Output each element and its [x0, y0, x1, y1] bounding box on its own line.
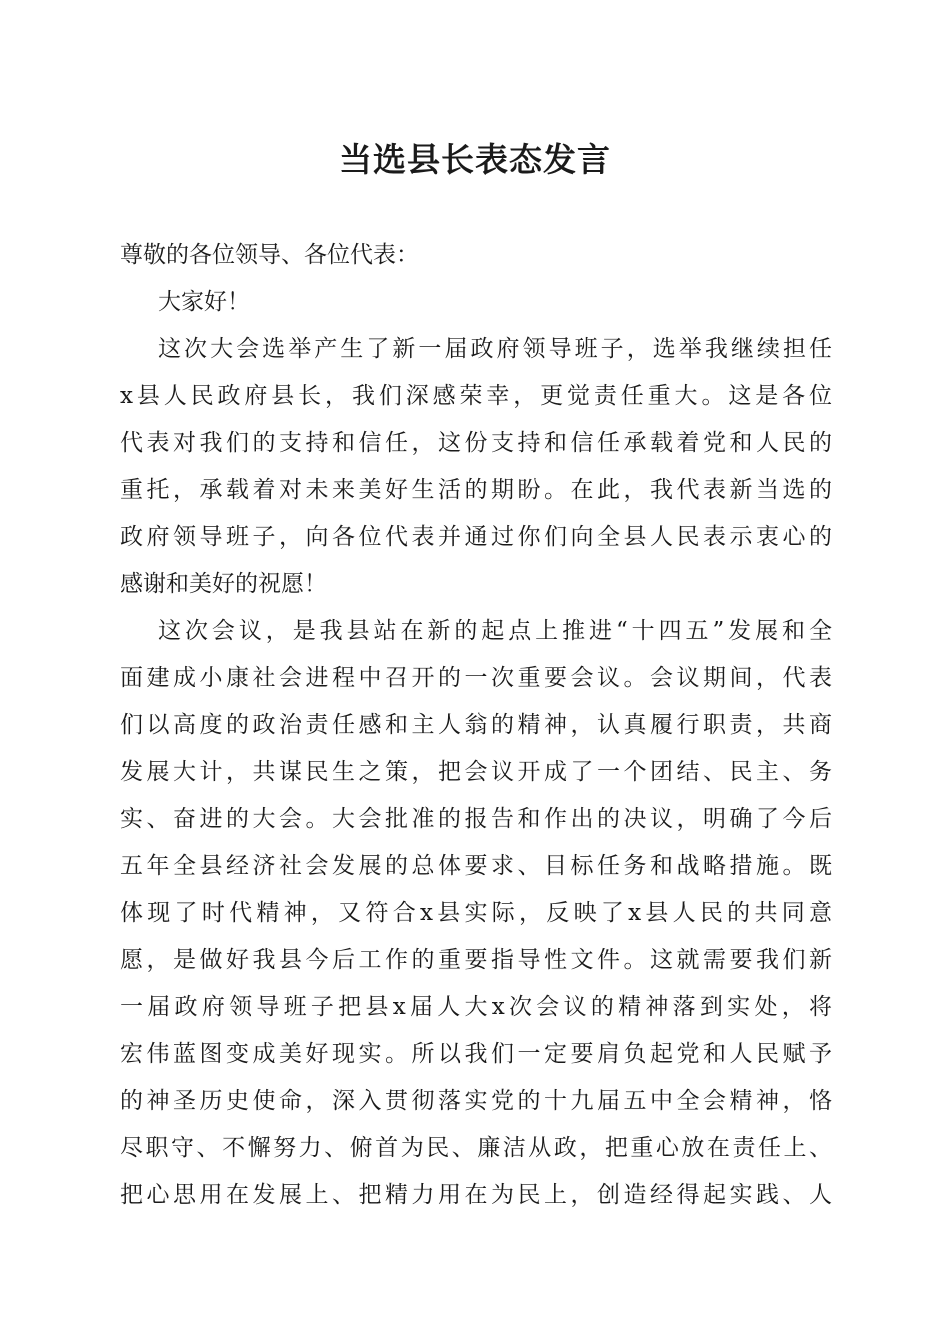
paragraph-line: 实、奋进的大会。大会批准的报告和作出的决议，明确了今后 — [120, 806, 832, 832]
paragraph-line: 这次大会选举产生了新一届政府领导班子，选举我继续担任 — [158, 336, 832, 362]
paragraph-line: 把心思用在发展上、把精力用在为民上，创造经得起实践、人 — [120, 1182, 832, 1208]
salutation: 尊敬的各位领导、各位代表： — [120, 242, 419, 268]
paragraph-line: 愿，是做好我县今后工作的重要指导性文件。这就需要我们新 — [120, 947, 832, 973]
paragraph-line: 政府领导班子，向各位代表并通过你们向全县人民表示衷心的 — [120, 524, 832, 550]
paragraph-line: 尽职守、不懈努力、俯首为民、廉洁从政，把重心放在责任上、 — [120, 1135, 832, 1161]
paragraph-2 — [120, 608, 832, 1219]
paragraph-line: 一届政府领导班子把县x届人大x次会议的精神落到实处，将 — [120, 994, 832, 1020]
paragraph-line: 重托，承载着对未来美好生活的期盼。在此，我代表新当选的 — [120, 477, 832, 503]
paragraph-line: x县人民政府县长，我们深感荣幸，更觉责任重大。这是各位 — [120, 383, 832, 409]
greeting: 大家好！ — [158, 289, 250, 315]
paragraph-line: 们以高度的政治责任感和主人翁的精神，认真履行职责，共商 — [120, 712, 832, 738]
paragraph-line: 面建成小康社会进程中召开的一次重要会议。会议期间，代表 — [120, 665, 832, 691]
paragraph-line: 的神圣历史使命，深入贯彻落实党的十九届五中全会精神，恪 — [120, 1088, 832, 1114]
paragraph-line: 宏伟蓝图变成美好现实。所以我们一定要肩负起党和人民赋予 — [120, 1041, 832, 1067]
paragraph-line: 体现了时代精神，又符合x县实际，反映了x县人民的共同意 — [120, 900, 832, 926]
document-body — [120, 232, 832, 1219]
paragraph-line: 五年全县经济社会发展的总体要求、目标任务和战略措施。既 — [120, 853, 832, 879]
paragraph-line: 代表对我们的支持和信任，这份支持和信任承载着党和人民的 — [120, 430, 832, 456]
paragraph-line: 感谢和美好的祝愿！ — [120, 571, 327, 597]
paragraph-line: 发展大计，共谋民生之策，把会议开成了一个团结、民主、务 — [120, 759, 832, 785]
document-title: 当选县长表态发言 — [339, 140, 611, 179]
paragraph-line: 这次会议，是我县站在新的起点上推进“十四五”发展和全 — [158, 618, 832, 644]
paragraph-1 — [120, 326, 832, 608]
